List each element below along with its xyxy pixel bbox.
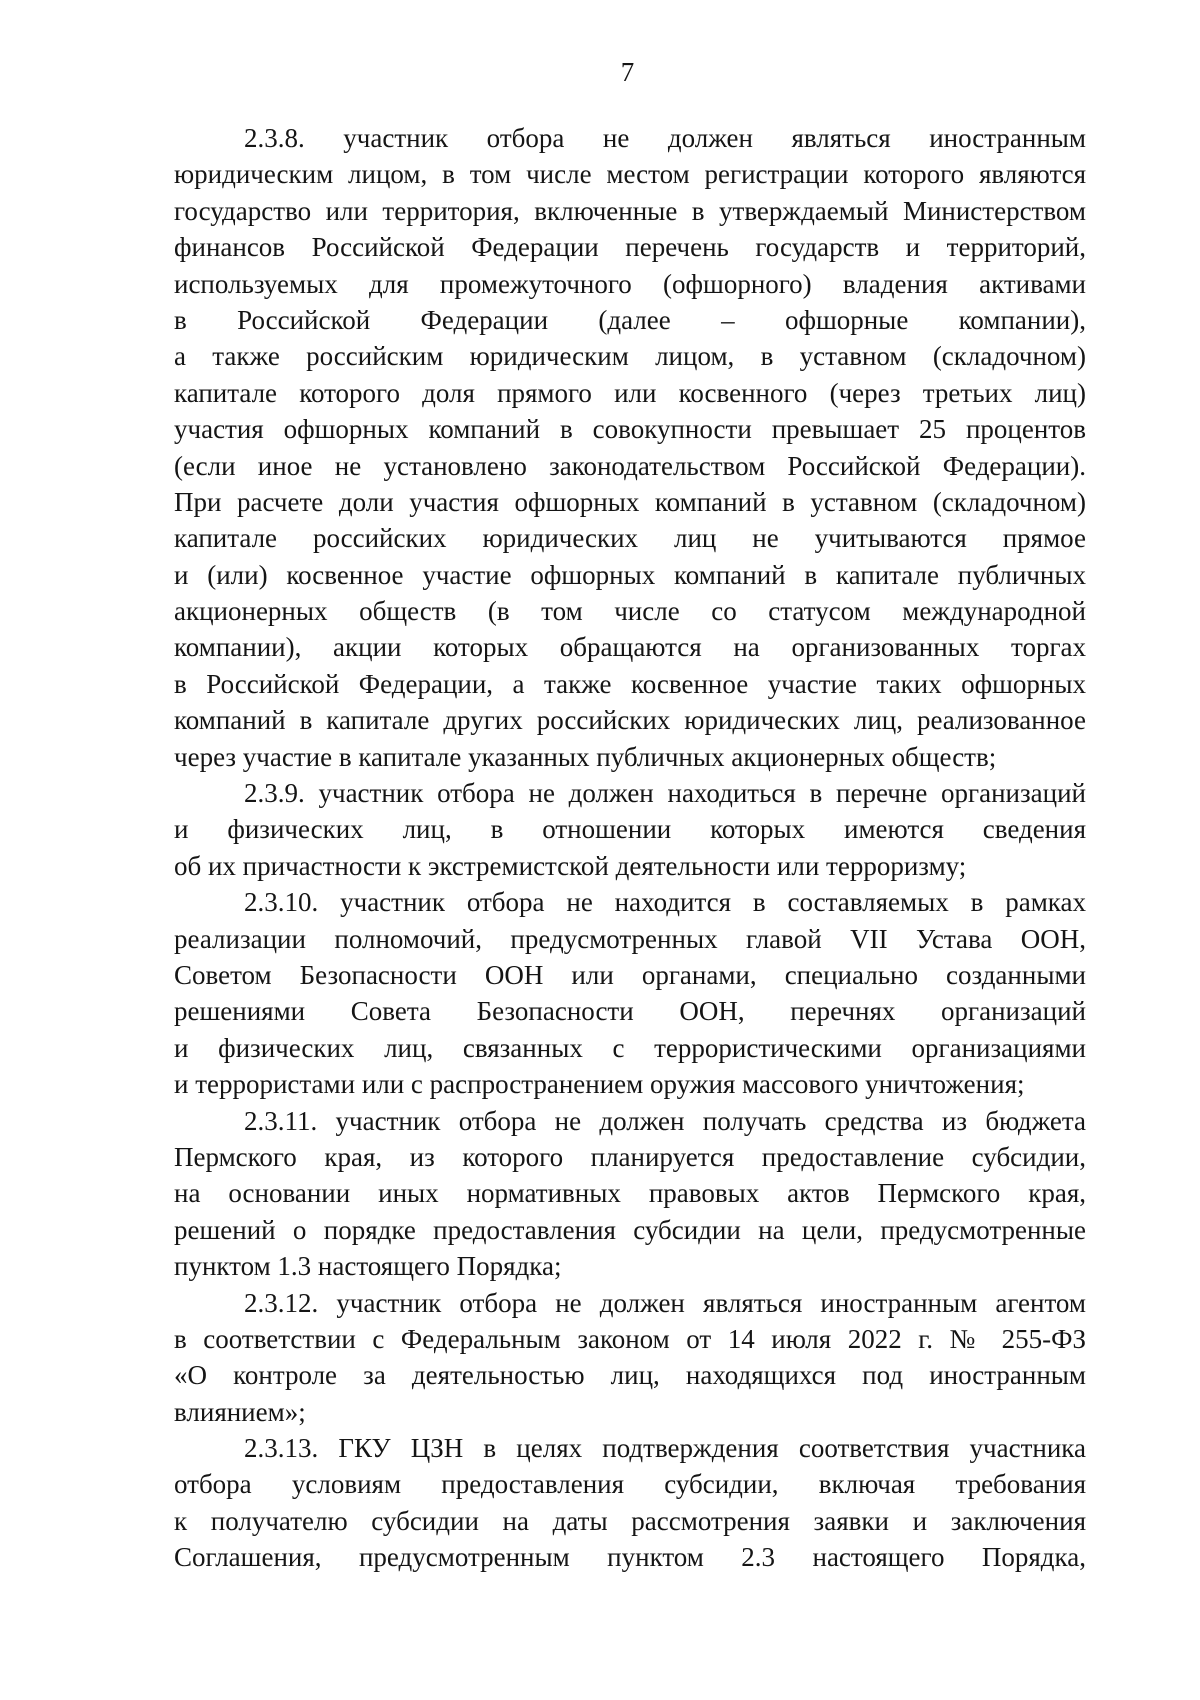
text-line: об их причастности к экстремистской деятельности или терроризму; (174, 850, 967, 881)
text-line: Советом Безопасности ООН или органами, специально созданными (174, 959, 1086, 990)
text-line: через участие в капитале указанных публичных акционерных обществ; (174, 741, 997, 772)
text-line: к получателю субсидии на даты рассмотрения заявки и заключения (174, 1505, 1086, 1536)
text-line: и террористами или с распространением оружия массового уничтожения; (174, 1069, 1025, 1100)
text-line: участия офшорных компаний в совокупности превышает 25 процентов (174, 414, 1086, 445)
text-line: в Российской Федерации (далее – офшорные компании), (174, 304, 1086, 335)
text-line: 2.3.11. участник отбора не должен получать средства из бюджета (244, 1105, 1086, 1136)
text-line: компаний в капитале других российских юридических лиц, реализованное (174, 705, 1086, 736)
text-line: используемых для промежуточного (офшорного) владения активами (174, 268, 1086, 299)
page-number: 7 (620, 57, 635, 87)
text-line: пунктом 1.3 настоящего Порядка; (174, 1251, 562, 1282)
text-line: акционерных обществ (в том числе со статусом международной (174, 596, 1086, 627)
text-line: а также российским юридическим лицом, в уставном (складочном) (174, 341, 1086, 372)
paragraph-2-3-13 (174, 1430, 1086, 1576)
paragraph-2-3-11 (174, 1103, 1086, 1285)
text-line: 2.3.13. ГКУ ЦЗН в целях подтверждения соответствия участника (244, 1433, 1086, 1464)
paragraph-2-3-9 (174, 775, 1086, 884)
text-line: отбора условиям предоставления субсидии, включая требования (174, 1469, 1086, 1500)
text-line: компании), акции которых обращаются на организованных торгах (174, 632, 1086, 663)
text-line: «О контроле за деятельностью лиц, находящихся под иностранным (174, 1360, 1086, 1391)
paragraph-2-3-8 (174, 120, 1086, 775)
text-line: решений о порядке предоставления субсидии на цели, предусмотренные (174, 1214, 1086, 1245)
text-line: решениями Совета Безопасности ООН, перечнях организаций (174, 996, 1086, 1027)
text-line: юридическим лицом, в том числе местом регистрации которого являются (174, 159, 1086, 190)
text-line: 2.3.12. участник отбора не должен являться иностранным агентом (244, 1287, 1086, 1318)
text-line: Пермского края, из которого планируется предоставление субсидии, (174, 1141, 1086, 1172)
text-line: финансов Российской Федерации перечень государств и территорий, (174, 232, 1086, 263)
text-line: и физических лиц, связанных с террористическими организациями (174, 1032, 1086, 1063)
text-line: 2.3.10. участник отбора не находится в составляемых в рамках (244, 887, 1086, 918)
text-line: реализации полномочий, предусмотренных главой VII Устава ООН, (174, 923, 1086, 954)
text-line: на основании иных нормативных правовых актов Пермского края, (174, 1178, 1086, 1209)
paragraph-2-3-12 (174, 1285, 1086, 1431)
text-line: государство или территория, включенные в утверждаемый Министерством (174, 195, 1086, 226)
paragraph-2-3-10 (174, 884, 1086, 1102)
text-line: в соответствии с Федеральным законом от 14 июля 2022 г. № 255-ФЗ (174, 1323, 1086, 1354)
text-line: в Российской Федерации, а также косвенное участие таких офшорных (174, 668, 1086, 699)
text-line: влиянием»; (174, 1396, 306, 1427)
text-line: При расчете доли участия офшорных компаний в уставном (складочном) (174, 486, 1086, 517)
document-body (174, 120, 1086, 1576)
text-line: (если иное не установлено законодательством Российской Федерации). (174, 450, 1086, 481)
text-line: и физических лиц, в отношении которых имеются сведения (174, 814, 1086, 845)
text-line: и (или) косвенное участие офшорных компаний в капитале публичных (174, 559, 1086, 590)
text-line: капитале российских юридических лиц не учитываются прямое (174, 523, 1086, 554)
text-line: капитале которого доля прямого или косвенного (через третьих лиц) (174, 377, 1086, 408)
text-line: 2.3.8. участник отбора не должен являться иностранным (244, 123, 1086, 153)
text-line: 2.3.9. участник отбора не должен находиться в перечне организаций (244, 778, 1086, 809)
text-line: Соглашения, предусмотренным пунктом 2.3 настоящего Порядка, (174, 1542, 1086, 1573)
